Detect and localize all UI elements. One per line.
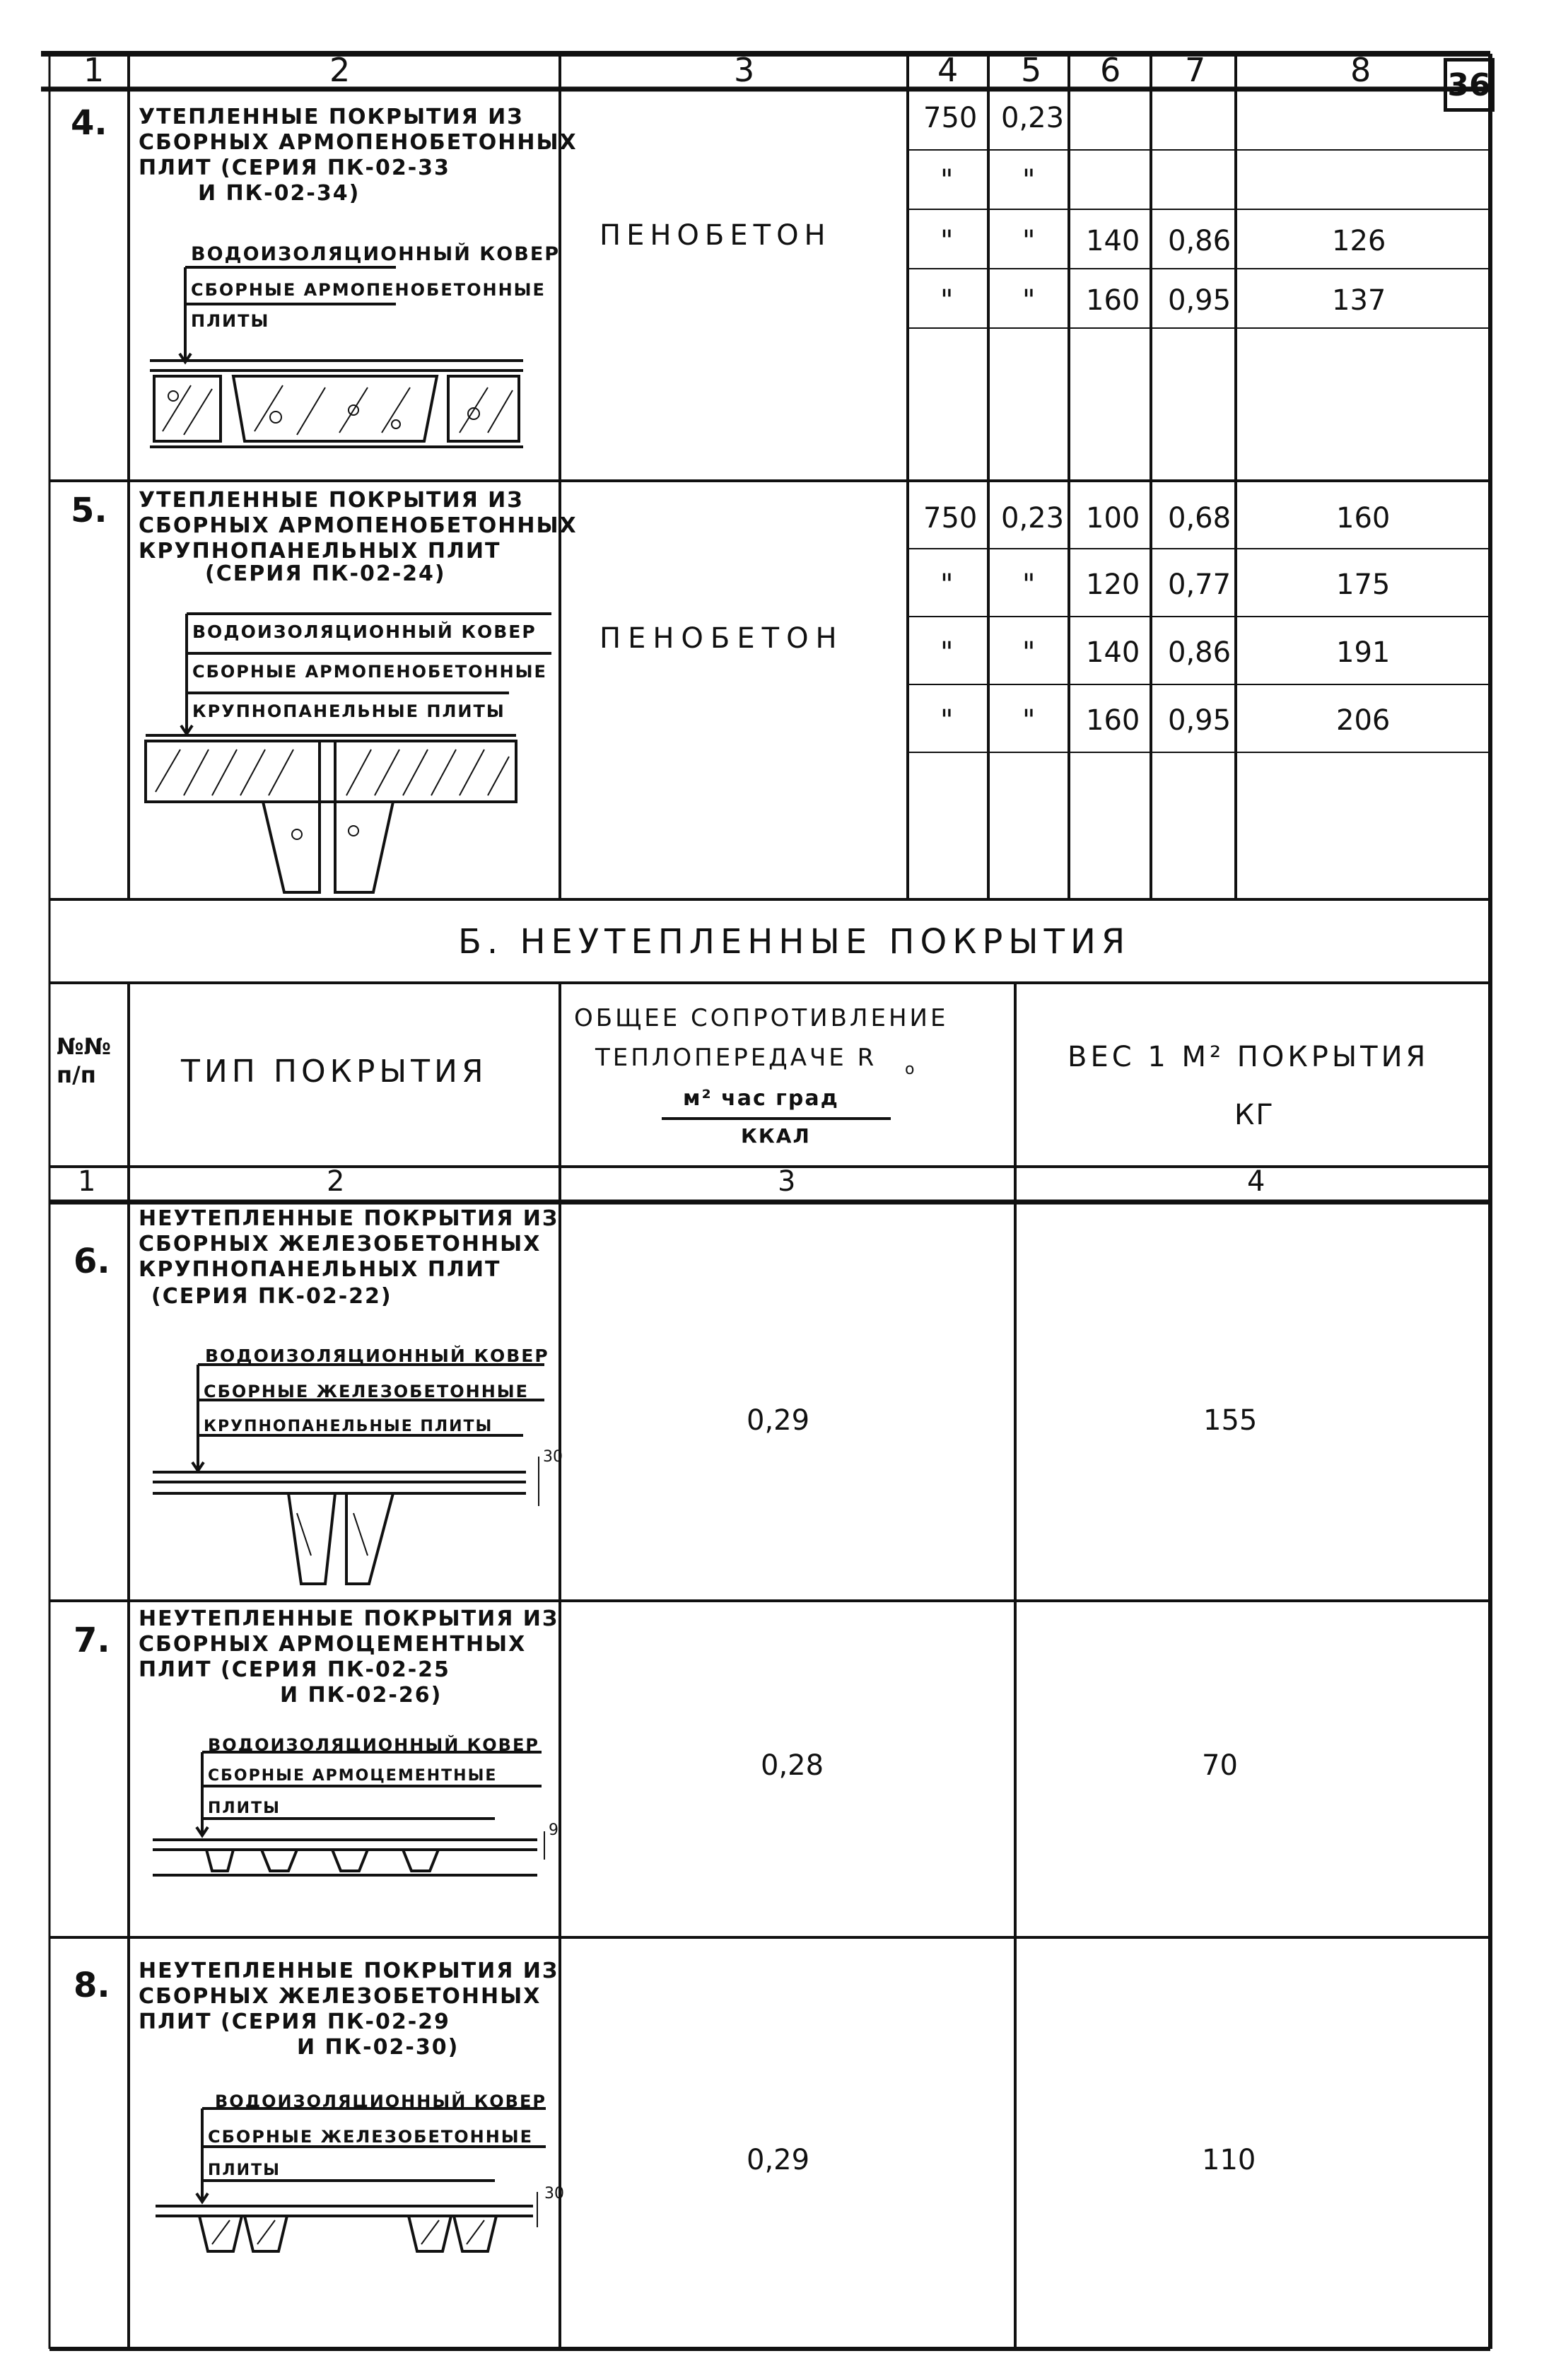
row-title-line: НЕУТЕПЛЕННЫЕ ПОКРЫТИЯ ИЗ [139, 1606, 559, 1631]
row-title-line: СБОРНЫХ АРМОЦЕМЕНТНЫХ [139, 1632, 527, 1657]
header-col-5: 5 [1021, 51, 1046, 89]
cell-density: " [940, 164, 954, 197]
cell-weight: 175 [1336, 568, 1391, 601]
layer-label: ВОДОИЗОЛЯЦИОННЫЙ КОВЕР [208, 1735, 539, 1755]
cell-conductivity: 0,23 [1001, 502, 1065, 535]
layer-label: КРУПНОПАНЕЛЬНЫЕ ПЛИТЫ [192, 701, 505, 721]
header-col-4: 4 [1247, 1165, 1270, 1198]
row-title-line: (СЕРИЯ ПК-02-22) [151, 1284, 392, 1309]
row-title-line: И ПК-02-30) [297, 2035, 460, 2060]
header-resistance-subscript: о [905, 1061, 915, 1078]
header-col-6: 6 [1100, 51, 1125, 89]
cell-density: " [940, 636, 954, 669]
row-title-line: НЕУТЕПЛЕННЫЕ ПОКРЫТИЯ ИЗ [139, 1959, 559, 1983]
header-col-7: 7 [1185, 51, 1210, 89]
layer-label: СБОРНЫЕ ЖЕЛЕЗОБЕТОННЫЕ [204, 1382, 530, 1401]
page-number: 36 [1444, 58, 1495, 112]
cell-resistance: 0,95 [1168, 704, 1232, 737]
cell-thickness: 140 [1086, 636, 1140, 669]
layer-label: ПЛИТЫ [208, 2162, 281, 2179]
layer-label: ВОДОИЗОЛЯЦИОННЫЙ КОВЕР [191, 243, 561, 265]
header-col-2: 2 [327, 1165, 349, 1198]
header-weight-line1: ВЕС 1 М² ПОКРЫТИЯ [1068, 1041, 1429, 1073]
layer-label: ВОДОИЗОЛЯЦИОННЫЙ КОВЕР [215, 2092, 546, 2111]
header-resistance-line1: ОБЩЕЕ СОПРОТИВЛЕНИЕ [574, 1004, 949, 1032]
row-title-line: И ПК-02-34) [198, 181, 361, 206]
cell-weight: 70 [1202, 1749, 1238, 1782]
cell-conductivity: " [1022, 164, 1036, 197]
header-units-numerator: м² час град [683, 1086, 839, 1111]
cell-density: 750 [923, 102, 978, 134]
cell-resistance: 0,29 [747, 1404, 810, 1437]
material: ПЕНОБЕТОН [600, 219, 831, 252]
cell-conductivity: " [1022, 636, 1036, 669]
cell-density: " [940, 704, 954, 737]
cell-density: " [940, 225, 954, 257]
cell-conductivity: " [1022, 284, 1036, 317]
cell-thickness: 160 [1086, 704, 1140, 737]
header-weight-line2: КГ [1234, 1099, 1275, 1131]
row-title-line: УТЕПЛЕННЫЕ ПОКРЫТИЯ ИЗ [139, 488, 524, 513]
row-title-line: УТЕПЛЕННЫЕ ПОКРЫТИЯ ИЗ [139, 105, 524, 129]
cell-resistance: 0,68 [1168, 502, 1232, 535]
layer-label: СБОРНЫЕ АРМОПЕНОБЕТОННЫЕ [192, 662, 547, 682]
row-title-line: СБОРНЫХ АРМОПЕНОБЕТОННЫХ [139, 513, 578, 538]
cell-weight: 110 [1202, 2144, 1256, 2176]
cell-thickness: 100 [1086, 502, 1140, 535]
header-col-1: 1 [83, 51, 109, 89]
layer-label: СБОРНЫЕ АРМОПЕНОБЕТОННЫЕ [191, 280, 546, 300]
cell-weight: 126 [1332, 225, 1386, 257]
layer-label: СБОРНЫЕ ЖЕЛЕЗОБЕТОННЫЕ [208, 2127, 534, 2147]
header-col-3: 3 [734, 51, 759, 89]
header-col-1: 1 [78, 1165, 100, 1198]
cell-weight: 191 [1336, 636, 1391, 669]
cell-resistance: 0,86 [1168, 636, 1232, 669]
cell-weight: 206 [1336, 704, 1391, 737]
section-title: Б. НЕУТЕПЛЕННЫЕ ПОКРЫТИЯ [458, 922, 1131, 962]
header-resistance-line2: ТЕПЛОПЕРЕДАЧЕ R [595, 1044, 877, 1072]
header-col-4: 4 [937, 51, 963, 89]
cell-density: " [940, 568, 954, 601]
cell-resistance: 0,86 [1168, 225, 1232, 257]
dimension-label: 9 [549, 1821, 558, 1839]
row-number: 5. [71, 491, 107, 530]
row-title-line: КРУПНОПАНЕЛЬНЫХ ПЛИТ [139, 1257, 501, 1282]
cell-thickness: 160 [1086, 284, 1140, 317]
row-title-line: ПЛИТ (СЕРИЯ ПК-02-25 [139, 1657, 450, 1682]
cell-resistance: 0,28 [761, 1749, 824, 1782]
dimension-label: 30 [543, 1448, 563, 1466]
cell-density: " [940, 284, 954, 317]
section-drawing-row5 [146, 614, 551, 892]
dimension-label: 30 [544, 2185, 564, 2203]
layer-label: ПЛИТЫ [208, 1799, 281, 1817]
header-col-8: 8 [1350, 51, 1376, 89]
row-title-line: НЕУТЕПЛЕННЫЕ ПОКРЫТИЯ ИЗ [139, 1206, 559, 1231]
row-title-line: И ПК-02-26) [280, 1683, 443, 1708]
header-col-2: 2 [329, 51, 355, 89]
row-number: 6. [74, 1242, 110, 1281]
row-title-line: СБОРНЫХ ЖЕЛЕЗОБЕТОННЫХ [139, 1232, 542, 1256]
cell-resistance: 0,95 [1168, 284, 1232, 317]
cell-conductivity: 0,23 [1001, 102, 1065, 134]
header-units-denominator: ККАЛ [741, 1124, 811, 1148]
layer-label: ВОДОИЗОЛЯЦИОННЫЙ КОВЕР [192, 622, 537, 642]
row-title-line: ПЛИТ (СЕРИЯ ПК-02-33 [139, 156, 450, 180]
cell-conductivity: " [1022, 225, 1036, 257]
cell-density: 750 [923, 502, 978, 535]
layer-label: КРУПНОПАНЕЛЬНЫЕ ПЛИТЫ [204, 1418, 493, 1435]
row-title-line: СБОРНЫХ ЖЕЛЕЗОБЕТОННЫХ [139, 1984, 542, 2009]
cell-thickness: 140 [1086, 225, 1140, 257]
row-number: 7. [74, 1621, 110, 1660]
layer-label: ВОДОИЗОЛЯЦИОННЫЙ КОВЕР [205, 1346, 549, 1366]
header-col-3: 3 [778, 1165, 800, 1198]
header-type: ТИП ПОКРЫТИЯ [181, 1054, 488, 1090]
cell-resistance: 0,77 [1168, 568, 1232, 601]
row-title-line: (СЕРИЯ ПК-02-24) [205, 561, 446, 586]
layer-label: СБОРНЫЕ АРМОЦЕМЕНТНЫЕ [208, 1767, 498, 1785]
row-number: 4. [71, 103, 107, 143]
row-number: 8. [74, 1966, 110, 2005]
material: ПЕНОБЕТОН [600, 622, 844, 655]
cell-weight: 160 [1336, 502, 1391, 535]
header-row-number: №№ п/п [57, 1033, 111, 1088]
row-title-line: СБОРНЫХ АРМОПЕНОБЕТОННЫХ [139, 130, 578, 155]
layer-label: ПЛИТЫ [191, 311, 270, 331]
cell-weight: 137 [1332, 284, 1386, 317]
cell-conductivity: " [1022, 568, 1036, 601]
row-title-line: КРУПНОПАНЕЛЬНЫХ ПЛИТ [139, 539, 501, 564]
cell-thickness: 120 [1086, 568, 1140, 601]
cell-weight: 155 [1203, 1404, 1258, 1437]
cell-resistance: 0,29 [747, 2144, 810, 2176]
row-title-line: ПЛИТ (СЕРИЯ ПК-02-29 [139, 2009, 450, 2034]
cell-conductivity: " [1022, 704, 1036, 737]
